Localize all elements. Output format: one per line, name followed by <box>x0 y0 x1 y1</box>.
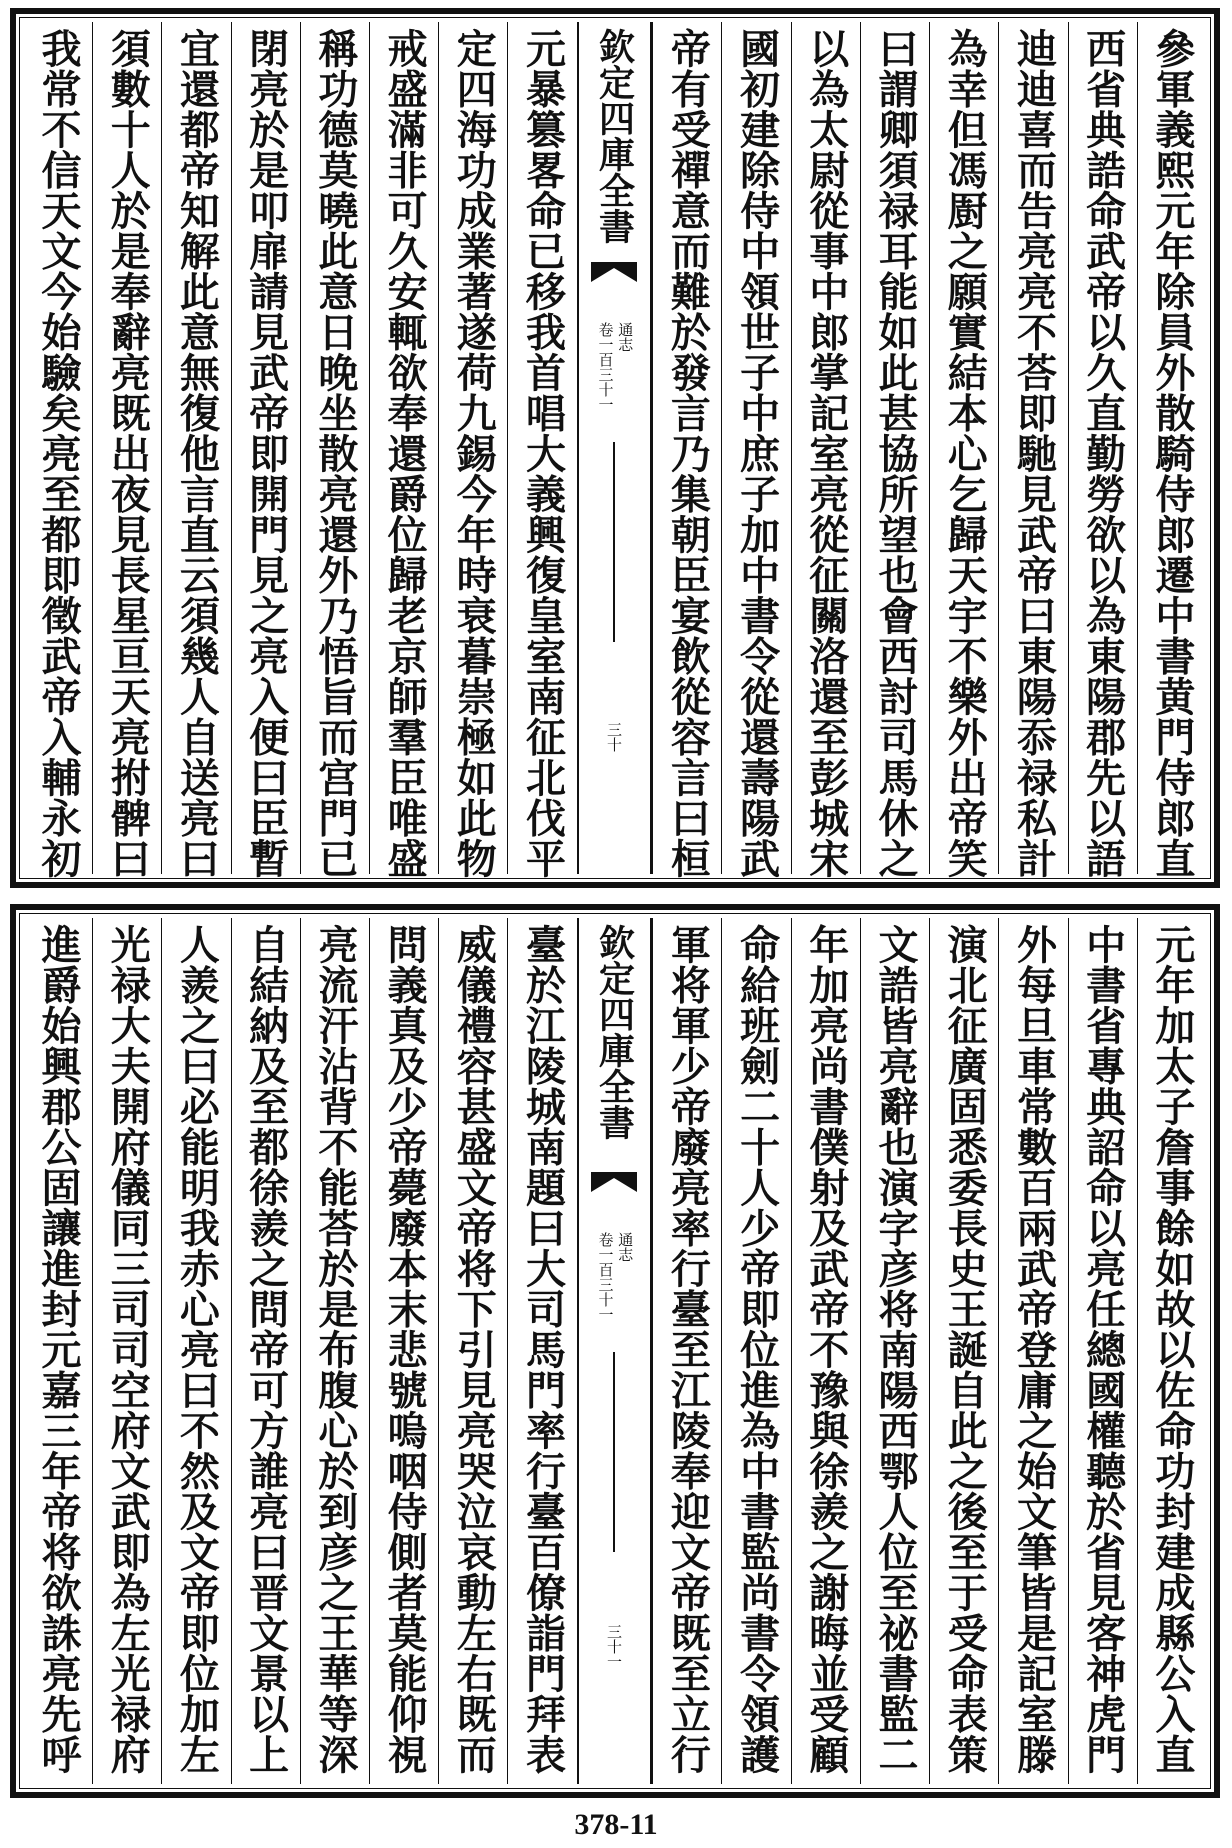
column-text: 演北征廣固悉委長史王誕自此之後至于受命表策 <box>941 924 989 1775</box>
text-column <box>438 22 507 879</box>
column-text: 進爵始興郡公固讓進封元嘉三年帝将欲誅亮先呼 <box>34 924 82 1775</box>
volume-number: 卷一百三十一 <box>596 1232 615 1322</box>
text-column <box>507 918 576 1784</box>
work-name: 通志 <box>616 1232 635 1262</box>
volume-number: 卷一百三十一 <box>596 322 615 412</box>
column-text: 閉亮於是叩扉請見武帝即開門見之亮入便曰臣暫 <box>242 28 290 879</box>
text-column <box>507 22 576 879</box>
column-text: 我常不信天文今始驗矣亮至都即徵武帝入輔永初 <box>34 28 82 879</box>
work-name: 通志 <box>616 322 635 352</box>
text-column <box>92 918 161 1784</box>
volume-label <box>597 322 633 412</box>
leaf-number: 三十 <box>604 722 623 752</box>
column-text: 命給班劍二十人少帝即位進為中書監尚書令領護 <box>733 924 781 1775</box>
text-column <box>438 918 507 1784</box>
column-text: 為幸但馮㕑之願實結本心乞歸天宇不樂外出帝笑 <box>941 28 989 879</box>
column-text: 西省典誥命武帝以久直勤勞欲以為東陽郡先以語 <box>1079 28 1127 879</box>
text-column <box>652 22 721 879</box>
column-text: 元暴篡畧命已移我首唱大義興復皇室南征北伐平 <box>519 28 567 879</box>
text-column <box>24 22 92 879</box>
column-text: 威儀禮容甚盛文帝将下引見亮哭泣哀動左右既而 <box>450 924 498 1775</box>
text-column <box>300 918 369 1784</box>
text-column <box>24 918 92 1784</box>
lower-text-columns <box>24 918 1206 1784</box>
text-column <box>1068 22 1137 879</box>
page-number: 378-11 <box>574 1808 658 1841</box>
book-title: 欽定四庫全書 <box>593 924 636 1140</box>
text-column <box>998 22 1067 879</box>
text-column <box>652 918 721 1784</box>
column-text: 軍将軍少帝廢亮率行臺至江陵奉迎文帝既至立行 <box>664 924 712 1775</box>
leaf-number: 三十一 <box>604 1624 623 1669</box>
center-fold-column <box>577 918 653 1784</box>
column-text: 稱功德莫曉此意日晚坐散亮還外乃悟旨而宫門已 <box>311 28 359 879</box>
column-text: 文誥皆亮辭也演字彦将南陽西鄂人位至祕書監二 <box>872 924 920 1775</box>
text-column <box>929 918 998 1784</box>
column-text: 國初建除侍中領世子中庶子加中書令從還壽陽武 <box>733 28 781 879</box>
column-text: 人羨之曰必能明我赤心亮曰不然及文帝即位加左 <box>173 924 221 1775</box>
text-column <box>721 22 790 879</box>
fish-tail-icon <box>591 262 637 296</box>
column-text: 宜還都帝知解此意無復他言直云須幾人自送亮曰 <box>173 28 221 879</box>
column-text: 戒盛滿非可久安輒欲奉還爵位歸老京師羣臣唯盛 <box>381 28 429 879</box>
column-text: 迪迪喜而告亮亮不荅即馳見武帝曰東陽忝禄私計 <box>1010 28 1058 879</box>
column-text: 亮流汗沾背不能荅於是布腹心於到彦之王華等深 <box>311 924 359 1775</box>
column-text: 中書省專典詔命以亮任總國權聽於省見客神虎門 <box>1079 924 1127 1775</box>
column-text: 帝有受禪意而難於發言乃集朝臣宴飲從容言曰桓 <box>664 28 712 879</box>
column-text: 須數十人於是奉辭亮既出夜見長星亘天亮拊髀曰 <box>104 28 152 879</box>
column-text: 元年加太子詹事餘如故以佐命功封建成縣公入直 <box>1148 924 1196 1775</box>
volume-label <box>597 1232 633 1322</box>
text-column <box>791 918 860 1784</box>
column-text: 自結納及至都徐羨之問帝可方誰亮曰晋文景以上 <box>242 924 290 1775</box>
column-text: 定四海功成業著遂荷九錫今年時衰暮崇極如此物 <box>450 28 498 879</box>
text-column <box>860 22 929 879</box>
column-text: 曰謂卿須禄耳能如此甚協所望也會西討司馬休之 <box>872 28 920 879</box>
text-column <box>791 22 860 879</box>
text-column <box>369 918 438 1784</box>
column-text: 外每旦車常數百兩武帝登庸之始文筆皆是記室滕 <box>1010 924 1058 1775</box>
text-column <box>721 918 790 1784</box>
upper-page <box>10 8 1220 888</box>
text-column <box>1137 918 1206 1784</box>
column-text: 光禄大夫開府儀同三司司空府文武即為左光禄府 <box>104 924 152 1775</box>
fold-line <box>613 442 615 642</box>
text-column <box>161 22 230 879</box>
fold-line <box>613 1352 615 1552</box>
upper-text-columns <box>24 22 1206 879</box>
lower-page <box>10 904 1220 1798</box>
column-text: 臺於江陵城南題曰大司馬門率行臺百僚詣門拜表 <box>519 924 567 1775</box>
text-column <box>1137 22 1206 879</box>
text-column <box>860 918 929 1784</box>
column-text: 以為太尉從事中郎掌記室亮從征關洛還至彭城宋 <box>802 28 850 879</box>
text-column <box>929 22 998 879</box>
text-column <box>231 918 300 1784</box>
text-column <box>231 22 300 879</box>
text-column <box>369 22 438 879</box>
text-column <box>300 22 369 879</box>
column-text: 問義真及少帝薨廢本末悲號嗚咽侍側者莫能仰視 <box>381 924 429 1775</box>
book-title: 欽定四庫全書 <box>593 28 636 244</box>
column-text: 年加亮尚書僕射及武帝不豫與徐羨之謝晦並受顧 <box>802 924 850 1775</box>
center-fold-column <box>577 22 653 874</box>
text-column <box>1068 918 1137 1784</box>
fish-tail-icon <box>591 1172 637 1206</box>
text-column <box>92 22 161 879</box>
column-text: 參軍義熙元年除員外散騎侍郎遷中書黄門侍郎直 <box>1148 28 1196 879</box>
text-column <box>998 918 1067 1784</box>
text-column <box>161 918 230 1784</box>
